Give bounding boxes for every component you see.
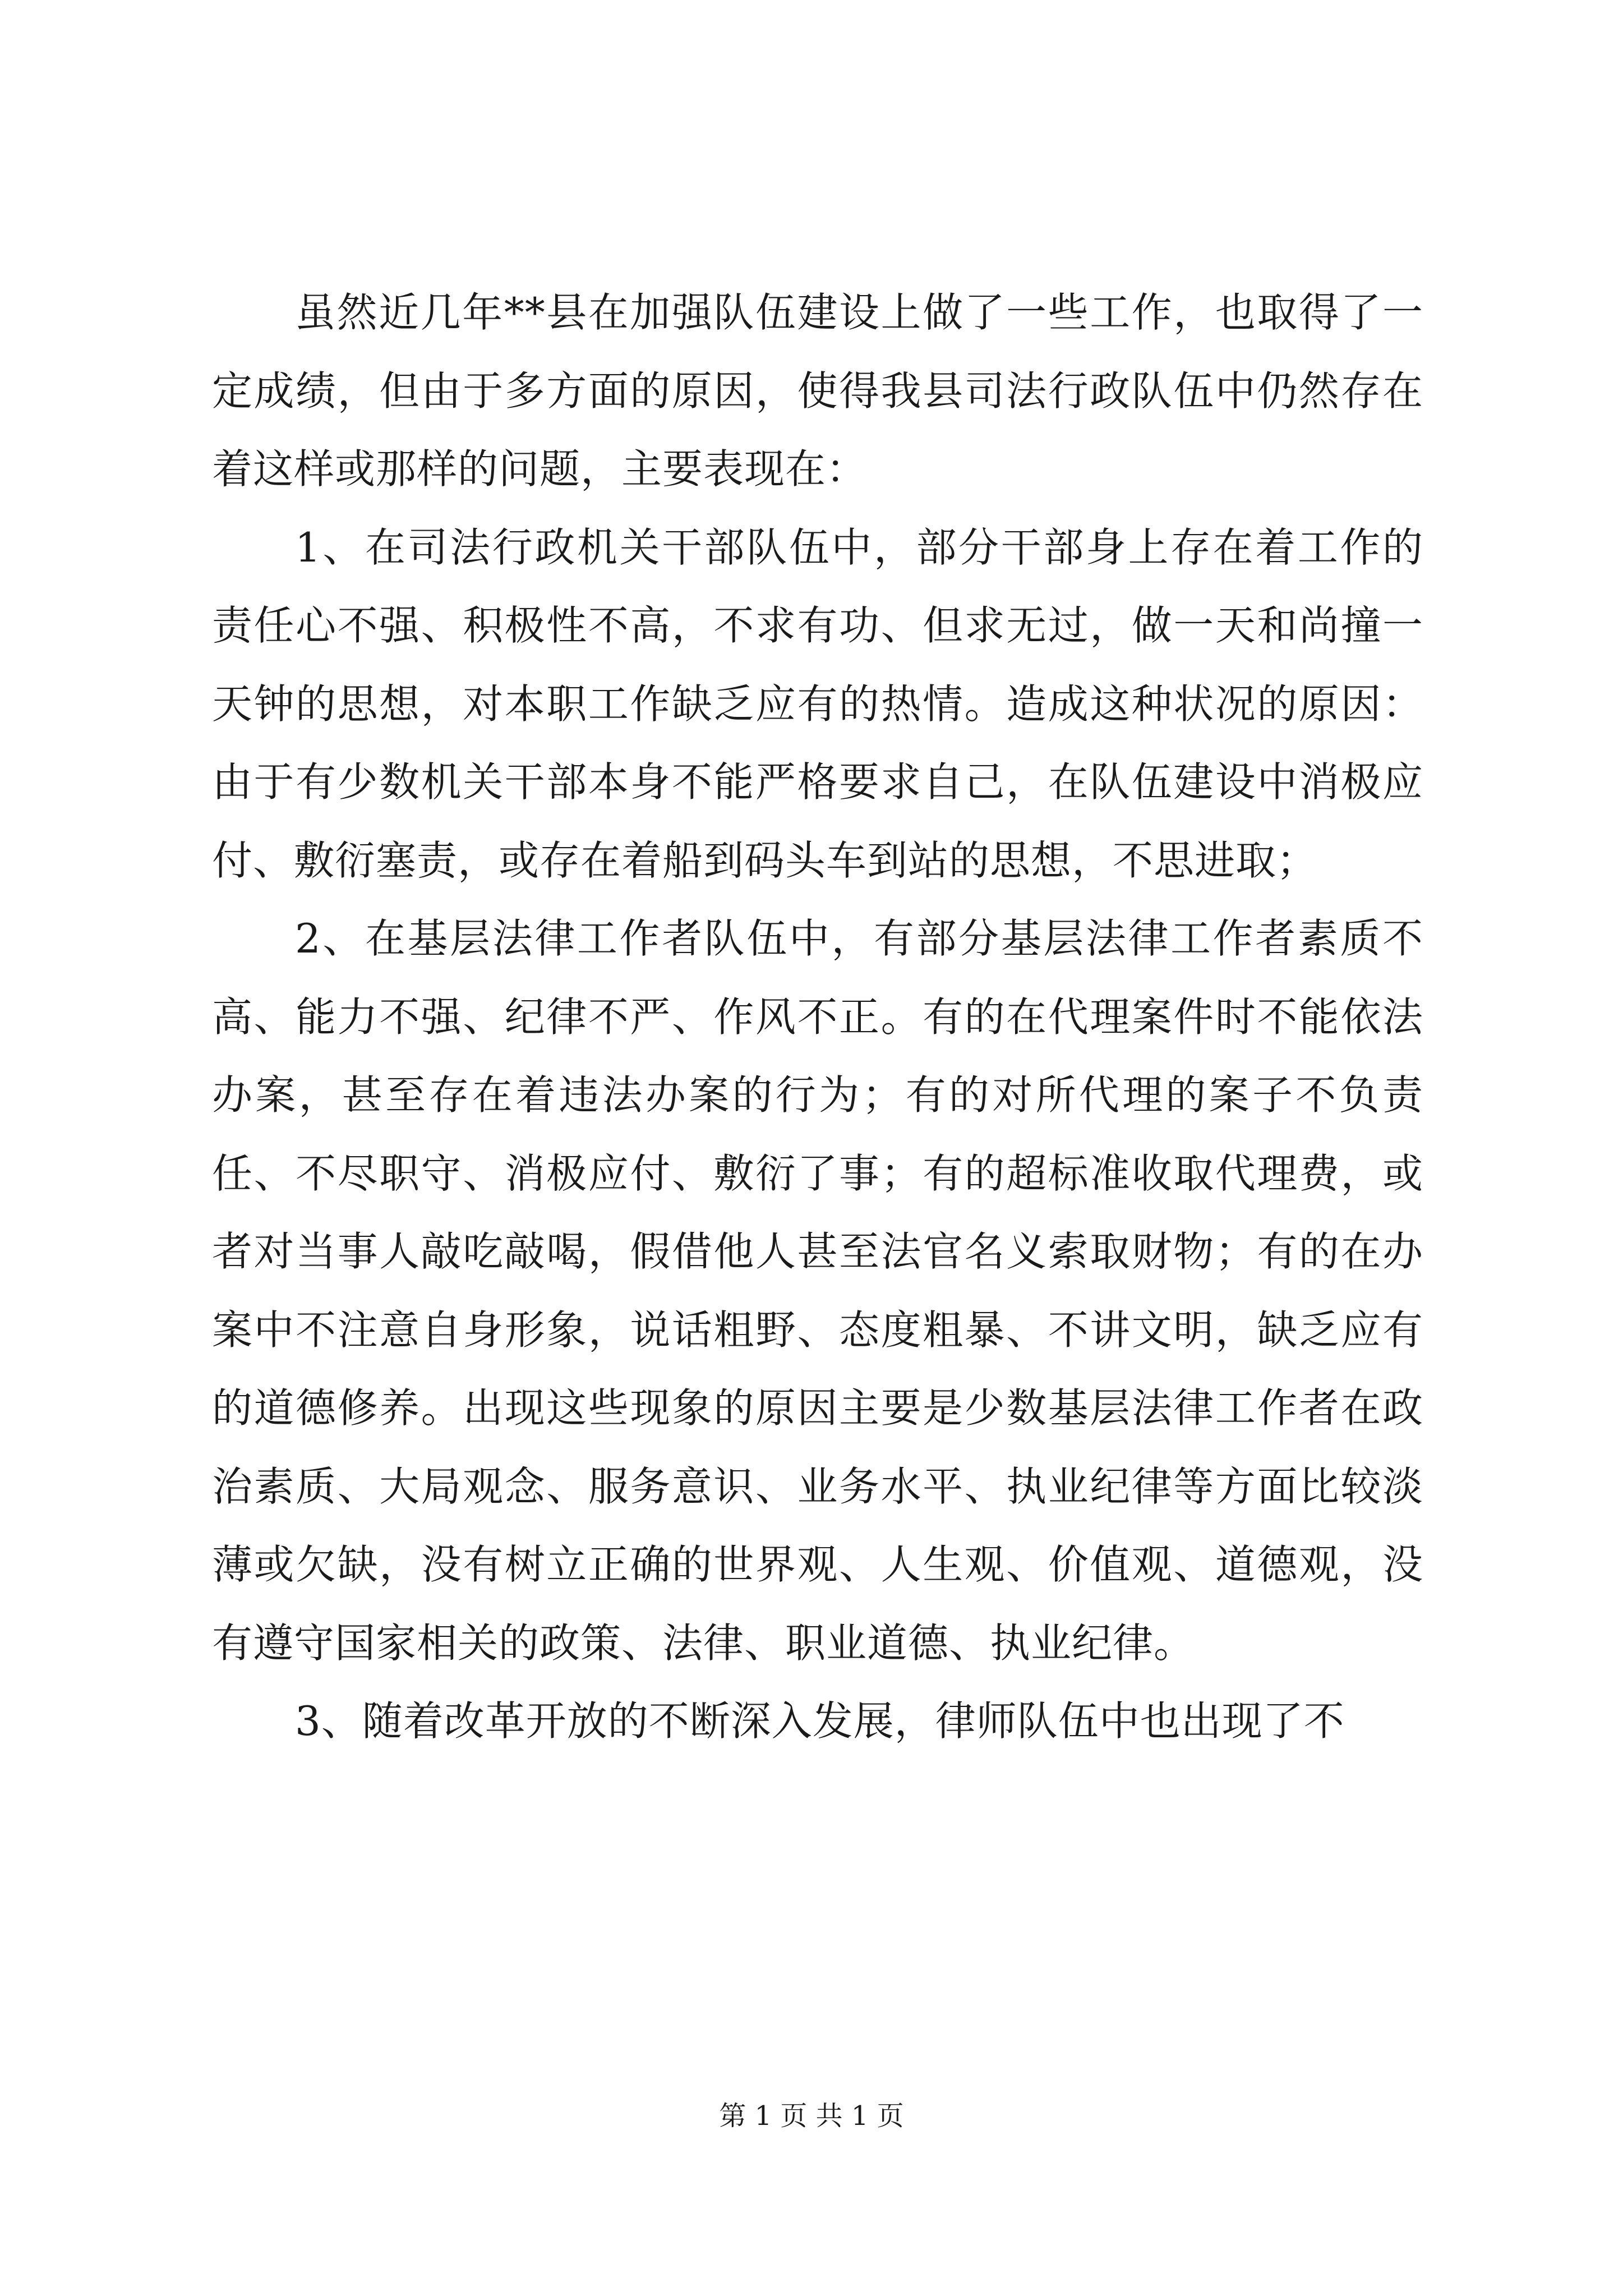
paragraph-item-2: 2、在基层法律工作者队伍中，有部分基层法律工作者素质不高、能力不强、纪律不严、作风不正。有的在代理案件时不能依法办案，甚至存在着违法办案的行为；有的对所代理的案子不负责任、不尽职守、消极应付、敷衍了事；有的超标准收取代理费，或者对当事人敲吃敲喝，假借他人甚至法官名义索取财物；有的在办案中不注意自身形象，说话粗野、态度粗暴、不讲文明，缺乏应有的道德修养。出现这些现象的原因主要是少数基层法律工作者在政治素质、大局观念、服务意识、业务水平、执业纪律等方面比较淡薄或欠缺，没有树立正确的世界观、人生观、价值观、道德观，没有遵守国家相关的政策、法律、职业道德、执业纪律。 — [212, 915, 1423, 1667]
paragraph-item-3: 3、随着改革开放的不断深入发展，律师队伍中也出现了不 — [295, 1697, 1345, 1745]
page-footer — [0, 2099, 1623, 2133]
paragraph-item-1: 1、在司法行政机关干部队伍中，部分干部身上存在着工作的责任心不强、积极性不高，不求有功、但求无过，做一天和尚撞一天钟的思想，对本职工作缺乏应有的热情。造成这种状况的原因：由于有少数机关干部本身不能严格要求自己，在队伍建设中消极应付、敷衍塞责，或存在着船到码头车到站的思想，不思进取； — [212, 523, 1423, 884]
page-number-label: 第 1 页 共 1 页 — [719, 2100, 904, 2132]
document-body — [212, 274, 1423, 1761]
paragraph-intro: 虽然近几年**县在加强队伍建设上做了一些工作，也取得了一定成绩，但由于多方面的原因，使得我县司法行政队伍中仍然存在着这样或那样的问题，主要表现在： — [212, 289, 1423, 493]
